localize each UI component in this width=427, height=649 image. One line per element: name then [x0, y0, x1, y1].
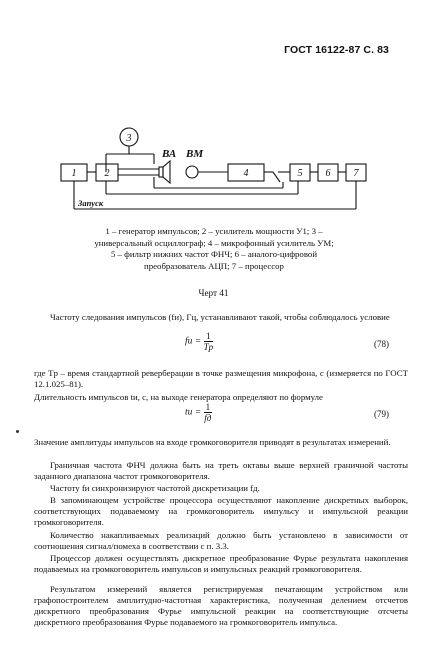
paragraph-6: Частоту fи синхронизируют частотой дискретизации fд. — [50, 483, 260, 493]
block-1-label: 1 — [71, 168, 77, 179]
formula-79-lhs: tи = — [185, 407, 202, 418]
margin-mark — [16, 430, 19, 433]
formula-78 — [185, 331, 213, 352]
block-diagram-svg — [58, 124, 368, 212]
paragraph-4: Значение амплитуды импульсов на входе громкоговорителя приводят в результатах измерений. — [34, 437, 391, 447]
formula-78-lhs: fи = — [185, 336, 202, 347]
speaker-body — [159, 167, 163, 177]
figure-title: Черт 41 — [198, 288, 229, 298]
block-4-label: 4 — [243, 168, 249, 179]
paragraph-1: Частоту следования импульсов (fи), Гц, устанавливают такой, чтобы соблюдалось условие — [50, 312, 390, 322]
formula-78-den: Tр — [203, 342, 214, 352]
formula-79-fraction — [204, 402, 213, 423]
paragraph-7: В запоминающем устройстве процессора осуществляют накопление дискретных выборок, соответствующих подаваемому на громкоговоритель импульсу и импульсной реакции громкоговорителя. — [34, 495, 408, 527]
label-vm: ВМ — [186, 148, 204, 160]
paragraph-3: Длительность импульсов tи, с, на выходе генератора определяют по формуле — [34, 392, 323, 402]
label-trigger: Запуск — [78, 198, 104, 208]
paragraph-5: Граничная частота ФНЧ должна быть на треть октавы выше верхней граничной частоты заданного диапазона частот громкоговорителя. — [34, 460, 408, 481]
block-3-label: 3 — [126, 133, 132, 144]
formula-79-num: 1 — [205, 402, 211, 412]
block-2-label: 2 — [104, 168, 110, 179]
block-6-label: 6 — [325, 168, 331, 179]
paragraph-10: Результатом измерений является регистрируемая печатающим устройством или графопостроителем амплитудно-частотная характеристика, полученная делением отсчетов дискретного преобразования Фурье импульсной реакции на соответствующие отсчеты дискретного преобразования Фурье подаваемого на громкоговоритель импульса. — [34, 584, 408, 627]
formula-78-fraction — [204, 331, 214, 352]
equation-number-79: (79) — [374, 409, 389, 419]
figure-caption: 1 – генератор импульсов; 2 – усилитель мощности У1; 3 – универсальный осциллограф; 4 – микрофонный усилитель УМ; 5 – фильтр нижних частот ФНЧ; 6 – аналого-цифровой преобразователь АЦП; 7 – процессор — [94, 226, 334, 271]
paragraph-9: Процессор должен осуществлять дискретное преобразование Фурье результата накопления подаваемых на громкоговоритель импульсов и импульсных реакций громкоговорителя. — [34, 553, 408, 574]
formula-79-den: fд — [204, 413, 212, 423]
speaker-cone — [163, 161, 170, 183]
formula-78-num: 1 — [204, 331, 214, 342]
page-header: ГОСТ 16122-87 С. 83 — [284, 44, 389, 56]
block-5-label: 5 — [297, 168, 303, 179]
equation-number-78: (78) — [374, 339, 389, 349]
formula-79 — [185, 402, 212, 423]
block-7-label: 7 — [353, 168, 359, 179]
paragraph-8: Количество накапливаемых реализаций должно быть установлено в зависимости от соотношения сигнал/помеха в соответствии с п. 3.3. — [34, 530, 408, 551]
microphone — [186, 166, 198, 178]
block-diagram — [58, 124, 368, 212]
label-va: ВА — [162, 148, 177, 160]
paragraph-2: где Tр – время стандартной реверберации в точке размещения микрофона, с (измеряется по ГОСТ 12.1.025–81). — [34, 368, 408, 389]
